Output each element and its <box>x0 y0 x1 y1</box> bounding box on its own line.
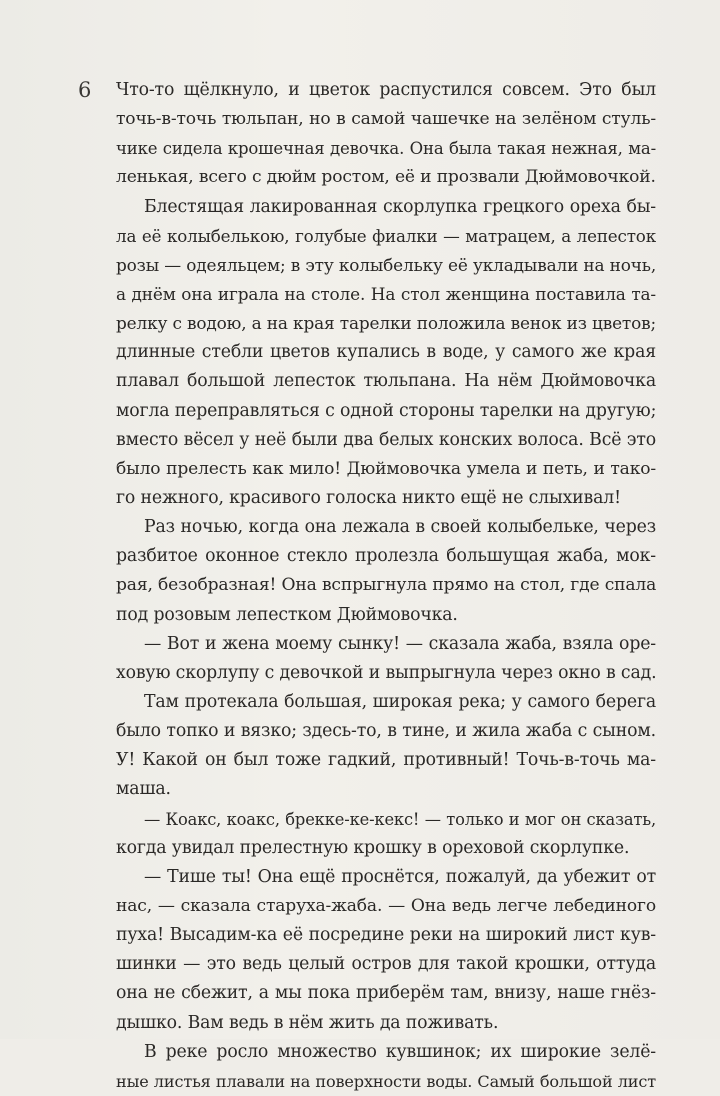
text-line: шинки — это ведь целый остров для такой крошки, оттуда <box>116 954 656 975</box>
text-line: Раз ночью, когда она лежала в своей колыбельке, через <box>144 517 656 538</box>
text-line: го нежного, красивого голоска никто ещё не слыхивал! <box>116 487 621 508</box>
text-line: У! Какой он был тоже гадкий, противный! Точь-в-точь ма- <box>116 750 656 771</box>
text-line: а днём она играла на столе. На стол женщина поставила та- <box>116 283 656 304</box>
text-line: ла её колыбелькою, голубые фиалки — матрацем, а лепесток <box>116 225 656 246</box>
text-line: ленькая, всего с дюйм ростом, её и прозвали Дюймовочкой. <box>116 167 656 188</box>
text-line: пуха! Высадим-ка её посредине реки на широкий лист кув- <box>116 925 656 946</box>
page-number: 6 <box>78 78 92 102</box>
text-line: дышко. Вам ведь в нём жить да поживать. <box>116 1012 499 1033</box>
text-line: вместо вёсел у неё были два белых конских волоса. Всё это <box>116 429 656 450</box>
text-line: длинные стебли цветов купались в воде, у самого же края <box>116 342 656 363</box>
text-line: нас, — сказала старуха-жаба. — Она ведь легче лебединого <box>116 895 656 916</box>
text-line: под розовым лепестком Дюймовочка. <box>116 604 458 625</box>
text-line: разбитое оконное стекло пролезла большущая жаба, мок- <box>116 546 656 567</box>
text-line: точь-в-точь тюльпан, но в самой чашечке на зелёном стуль- <box>116 109 656 130</box>
text-line: — Вот и жена моему сынку! — сказала жаба, взяла оре- <box>144 633 656 654</box>
text-line: розы — одеяльцем; в эту колыбельку её укладывали на ночь, <box>116 254 657 275</box>
page-text <box>116 76 656 1096</box>
text-line: Там протекала большая, широкая река; у самого берега <box>144 691 656 712</box>
text-line: рая, безобразная! Она вспрыгнула прямо на стол, где спала <box>116 575 657 596</box>
text-line: — Тише ты! Она ещё проснётся, пожалуй, да убежит от <box>144 866 656 887</box>
text-line: релку с водою, а на края тарелки положила венок из цветов; <box>116 313 657 334</box>
text-line: чике сидела крошечная девочка. Она была такая нежная, ма- <box>116 139 656 159</box>
text-line: она не сбежит, а мы пока приберём там, внизу, наше гнёз- <box>116 983 656 1004</box>
text-line: В реке росло множество кувшинок; их широкие зелё- <box>144 1041 656 1062</box>
text-line: маша. <box>116 779 171 800</box>
text-line: — Коакс, коакс, брекке-ке-кекс! — только и мог он сказать, <box>144 809 656 829</box>
text-line: могла переправляться с одной стороны тарелки на другую; <box>116 400 657 421</box>
text-line: ные листья плавали на поверхности воды. Самый большой лист <box>116 1071 656 1091</box>
text-line: было прелесть как мило! Дюймовочка умела и петь, и тако- <box>116 458 656 479</box>
text-line: когда увидал прелестную крошку в ореховой скорлупке. <box>116 837 630 858</box>
text-line: Блестящая лакированная скорлупка грецкого ореха бы- <box>144 196 656 217</box>
text-line: ховую скорлупу с девочкой и выпрыгнула через окно в сад. <box>116 662 657 683</box>
text-line: Что-то щёлкнуло, и цветок распустился совсем. Это был <box>116 80 656 100</box>
text-line: плавал большой лепесток тюльпана. На нём Дюймовочка <box>116 371 656 392</box>
text-line: было топко и вязко; здесь-то, в тине, и жила жаба с сыном. <box>116 721 656 742</box>
